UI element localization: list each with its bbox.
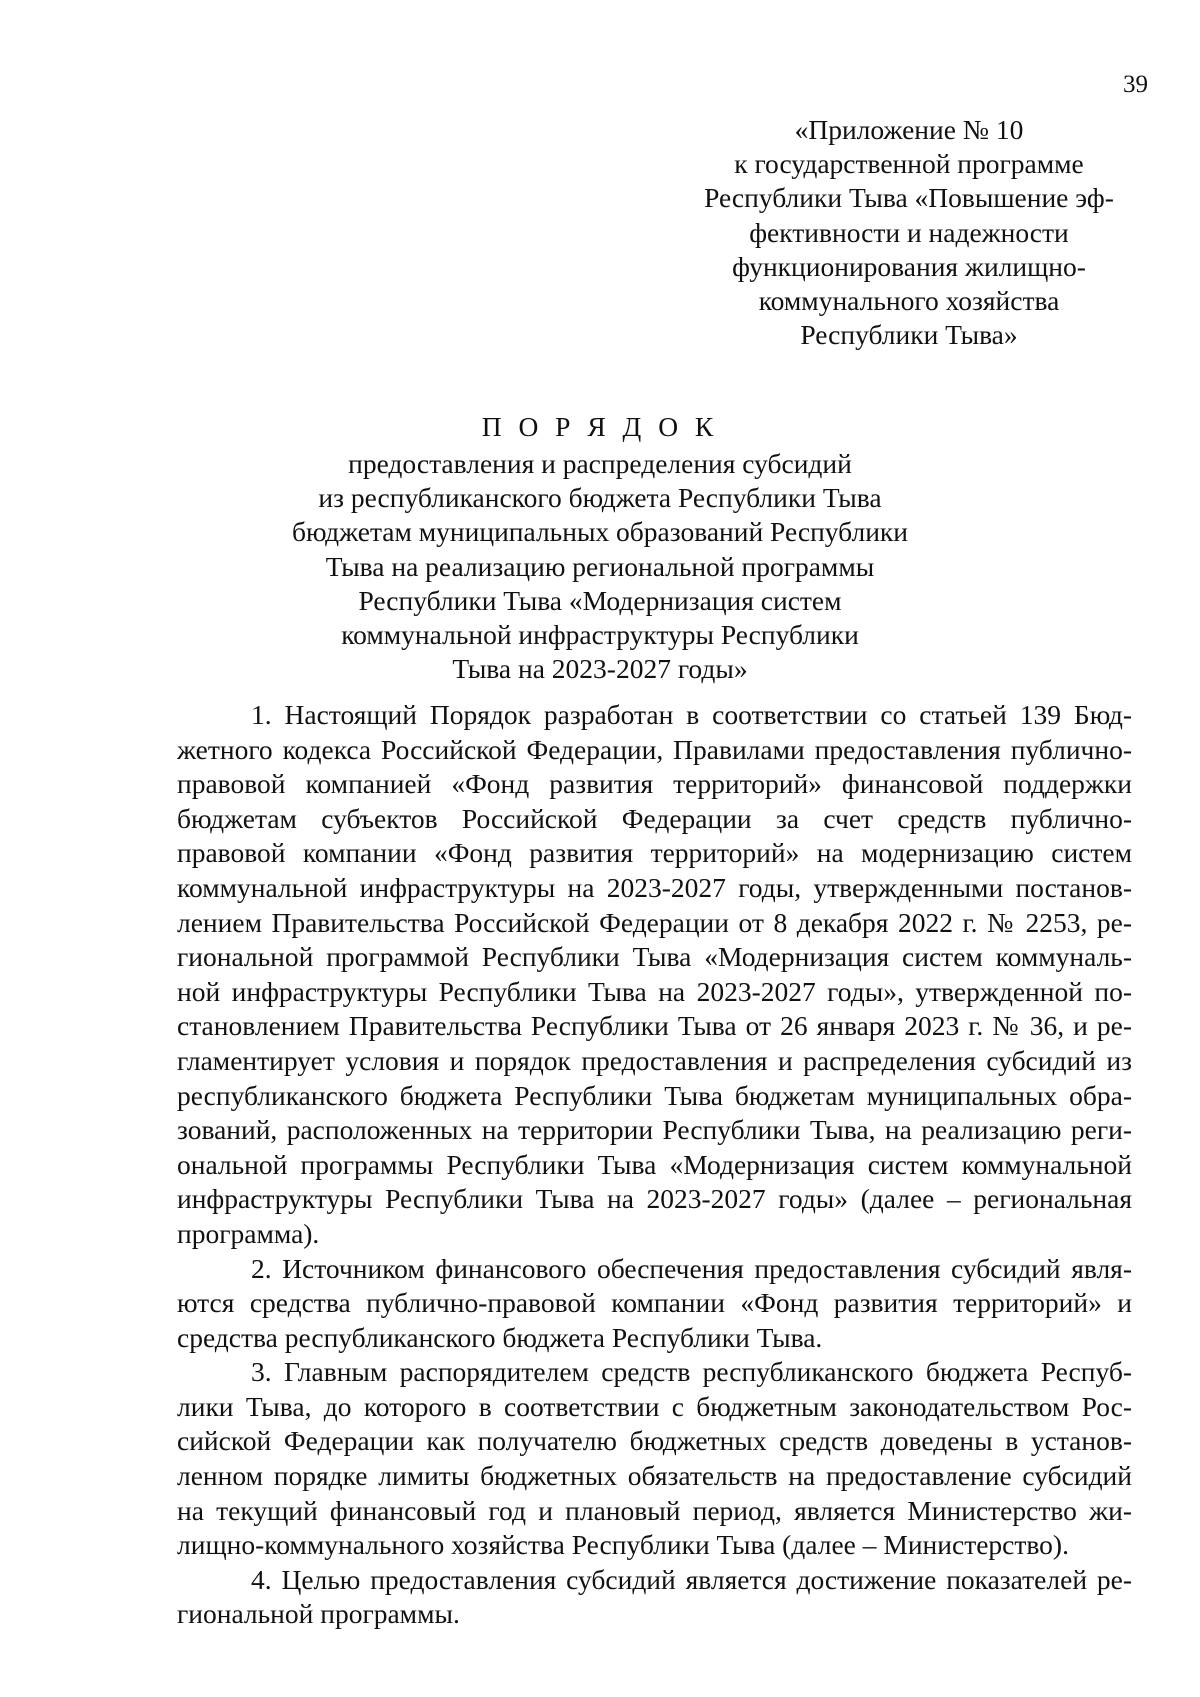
text-line: 2. Источником финансового обеспечения предоставления субсидий явля- bbox=[251, 1252, 1132, 1284]
text-line: ональной программы Республики Тыва «Модернизация систем коммунальной bbox=[177, 1148, 1132, 1180]
appendix-line: Республики Тыва» bbox=[800, 319, 1018, 351]
subtitle-line: коммунальной инфраструктуры Республики bbox=[341, 619, 859, 651]
paragraph-2 bbox=[177, 1252, 1132, 1356]
text-line: на текущий финансовый год и плановый период, является Министерство жи- bbox=[177, 1494, 1132, 1526]
text-line: коммунальной инфраструктуры на 2023-2027 годы, утвержденными постанов- bbox=[177, 871, 1132, 903]
document-subtitle bbox=[250, 447, 950, 686]
document-body bbox=[177, 698, 1132, 1632]
text-line: правовой компанией «Фонд развития территорий» финансовой поддержки bbox=[177, 768, 1132, 800]
appendix-note bbox=[700, 113, 1118, 352]
text-line: гиональной программы. bbox=[177, 1598, 460, 1630]
text-line: 3. Главным распорядителем средств республиканского бюджета Респуб- bbox=[251, 1356, 1132, 1388]
subtitle-line: из республиканского бюджета Республики Тыва bbox=[318, 482, 882, 514]
text-line: бюджетам субъектов Российской Федерации за счет средств публично- bbox=[177, 802, 1132, 834]
paragraph-4 bbox=[177, 1563, 1132, 1632]
text-line: правовой компании «Фонд развития территорий» на модернизацию систем bbox=[177, 837, 1132, 869]
text-line: ной инфраструктуры Республики Тыва на 2023-2027 годы», утвержденной по- bbox=[177, 975, 1132, 1007]
text-line: 1. Настоящий Порядок разработан в соответствии со статьей 139 Бюд- bbox=[251, 699, 1132, 730]
text-line: гиональной программой Республики Тыва «Модернизация систем коммуналь- bbox=[177, 941, 1132, 973]
text-line: жетного кодекса Российской Федерации, Правилами предоставления публично- bbox=[177, 733, 1132, 765]
subtitle-line: Республики Тыва «Модернизация систем bbox=[358, 584, 842, 616]
document-heading: П О Р Я Д О К bbox=[481, 411, 719, 442]
text-line: гламентирует условия и порядок предоставления и распределения субсидий из bbox=[177, 1044, 1132, 1076]
paragraph-3 bbox=[177, 1355, 1132, 1563]
subtitle-line: бюджетам муниципальных образований Республики bbox=[291, 516, 909, 548]
subtitle-line: предоставления и распределения субсидий bbox=[348, 448, 852, 479]
appendix-line: функционирования жилищно- bbox=[732, 250, 1086, 282]
subtitle-line: Тыва на 2023-2027 годы» bbox=[452, 653, 748, 685]
text-line: республиканского бюджета Республики Тыва бюджетам муниципальных обра- bbox=[177, 1079, 1132, 1111]
text-line: лищно-коммунального хозяйства Республики Тыва (далее – Министерство). bbox=[177, 1529, 1069, 1561]
text-line: инфраструктуры Республики Тыва на 2023-2027 годы» (далее – региональная bbox=[177, 1183, 1132, 1215]
subtitle-line: Тыва на реализацию региональной программы bbox=[325, 550, 875, 582]
appendix-line: фективности и надежности bbox=[749, 216, 1069, 248]
text-line: программа). bbox=[177, 1217, 320, 1249]
text-line: средства республиканского бюджета Республики Тыва. bbox=[177, 1321, 823, 1353]
appendix-line: Республики Тыва «Повышение эф- bbox=[704, 182, 1114, 214]
text-line: становлением Правительства Республики Тыва от 26 января 2023 г. № 36, и ре- bbox=[177, 1010, 1132, 1042]
appendix-line: к государственной программе bbox=[734, 148, 1084, 180]
appendix-line: коммунального хозяйства bbox=[758, 285, 1060, 317]
paragraph-1 bbox=[177, 698, 1132, 1252]
text-line: лики Тыва, до которого в соответствии с бюджетным законодательством Рос- bbox=[177, 1390, 1132, 1422]
text-line: ются средства публично-правовой компании «Фонд развития территорий» и bbox=[177, 1287, 1132, 1319]
text-line: 4. Целью предоставления субсидий является достижение показателей ре- bbox=[251, 1563, 1132, 1595]
text-line: лением Правительства Российской Федерации от 8 декабря 2022 г. № 2253, ре- bbox=[177, 906, 1132, 938]
text-line: ленном порядке лимиты бюджетных обязательств на предоставление субсидий bbox=[177, 1460, 1132, 1492]
text-line: сийской Федерации как получателю бюджетных средств доведены в установ- bbox=[177, 1425, 1132, 1457]
page-number: 39 bbox=[1123, 71, 1148, 98]
text-line: зований, расположенных на территории Республики Тыва, на реализацию реги- bbox=[177, 1114, 1132, 1146]
appendix-line: «Приложение № 10 bbox=[794, 114, 1024, 145]
